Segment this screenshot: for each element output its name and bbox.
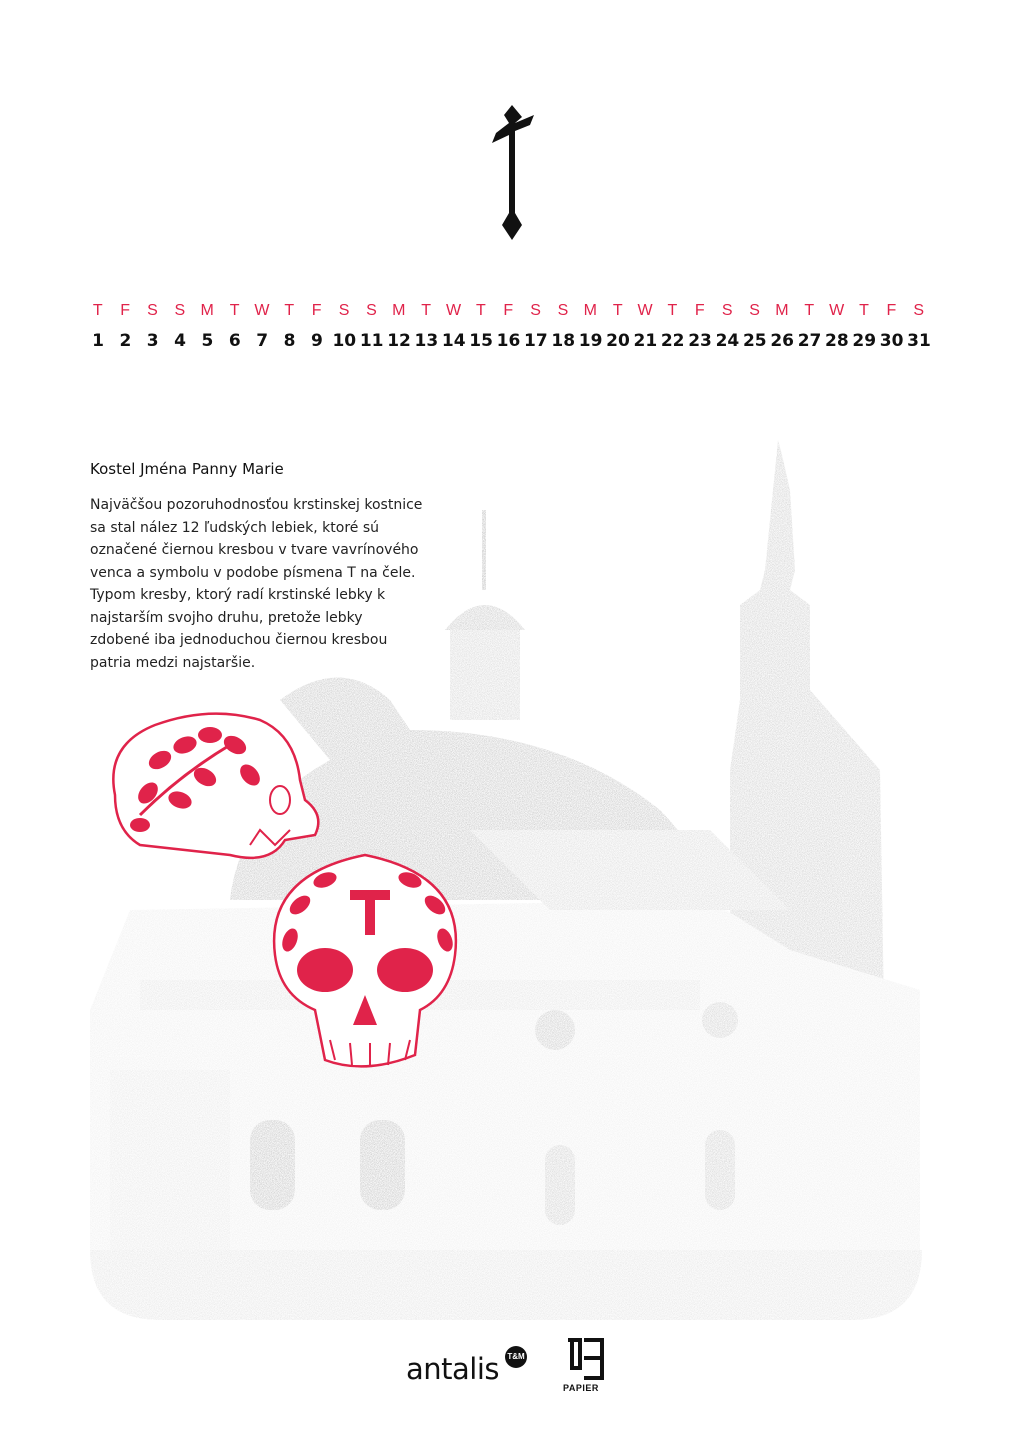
calendar-day <box>767 300 797 352</box>
calendar-day <box>411 300 441 352</box>
day-number: 14 <box>441 331 466 351</box>
weekday-letter: T <box>92 302 104 319</box>
day-number: 10 <box>332 331 357 351</box>
day-number: 24 <box>715 331 740 351</box>
day-number: 8 <box>283 331 296 351</box>
weekday-letter: M <box>775 302 790 319</box>
weekday-letter: T <box>284 302 295 319</box>
calendar-day <box>712 300 742 352</box>
day-number: 31 <box>907 331 931 351</box>
day-number: 7 <box>256 331 269 351</box>
weekday-letter: S <box>147 302 159 319</box>
calendar-day <box>466 300 496 352</box>
weekday-letter: T <box>475 302 487 319</box>
day-number: 4 <box>174 331 187 351</box>
day-number: 27 <box>797 331 822 351</box>
papier-logo-icon <box>566 1338 606 1386</box>
weekday-letter: S <box>557 302 569 319</box>
day-number: 16 <box>496 331 521 351</box>
calendar-day <box>138 300 168 352</box>
day-number: 29 <box>852 331 877 351</box>
weekday-letter: T <box>667 302 678 319</box>
weekday-letter: S <box>530 302 542 319</box>
day-number: 30 <box>879 331 904 351</box>
weekday-letter: T <box>804 302 815 319</box>
calendar-strip <box>0 300 1024 360</box>
day-number: 15 <box>469 331 493 351</box>
day-number: 22 <box>660 331 685 351</box>
calendar-day <box>849 300 879 352</box>
day-number: 13 <box>414 331 439 351</box>
day-number: 11 <box>359 331 384 351</box>
weekday-letter: W <box>637 302 654 319</box>
calendar-day <box>384 300 414 352</box>
calendar-day <box>83 300 113 352</box>
day-number: 5 <box>201 331 214 351</box>
article-body: Najväčšou pozoruhodnosťou krstinskej kostnice sa stal nález 12 ľudských lebiek, ktoré sú označené čiernou kresbou v tvare vavrínového venca a symbolu v podobe písmena T na čele. Typom kresby, ktorý radí krstinské lebky k najstarším svojho druhu, pretože lebky zdobené iba jednoduchou čiernou kresbou patria medzi najstaršie. <box>90 497 423 671</box>
calendar-day <box>795 300 825 352</box>
day-number: 25 <box>742 331 767 351</box>
calendar-day <box>329 300 359 352</box>
weekday-letter: W <box>445 302 462 319</box>
day-number: 21 <box>633 331 658 351</box>
blackletter-one-icon <box>482 95 542 245</box>
day-number: 26 <box>770 331 794 351</box>
weekday-letter: F <box>120 302 131 319</box>
calendar-day <box>110 300 140 352</box>
day-number: 20 <box>606 331 630 351</box>
calendar-day <box>357 300 387 352</box>
calendar-day <box>275 300 305 352</box>
weekday-letter: S <box>366 302 378 319</box>
papier-label: PAPIER <box>563 1383 599 1393</box>
weekday-letter: S <box>749 302 761 319</box>
article <box>90 460 425 674</box>
weekday-letter: F <box>694 302 706 319</box>
calendar-day <box>494 300 524 352</box>
day-number: 6 <box>228 331 241 351</box>
weekday-letter: S <box>174 302 186 319</box>
day-number: 3 <box>146 331 159 351</box>
weekday-letter: F <box>503 302 514 319</box>
weekday-letter: T <box>612 302 624 319</box>
day-number: 28 <box>825 331 849 351</box>
calendar-day <box>877 300 907 352</box>
weekday-letter: W <box>254 302 270 319</box>
article-title: Kostel Jména Panny Marie <box>90 460 284 478</box>
calendar-day <box>548 300 578 352</box>
weekday-letter: T <box>859 302 870 319</box>
weekday-letter: F <box>311 302 323 319</box>
calendar-day <box>302 300 332 352</box>
weekday-letter: S <box>721 302 733 319</box>
day-number: 18 <box>551 331 576 351</box>
calendar-day <box>603 300 633 352</box>
day-number: 23 <box>688 331 712 351</box>
calendar-day <box>521 300 551 352</box>
weekday-letter: W <box>829 302 845 319</box>
antalis-logo: antalis <box>406 1352 500 1386</box>
day-number: 1 <box>92 331 104 351</box>
calendar-day <box>658 300 688 352</box>
calendar-day <box>165 300 195 352</box>
calendar-day <box>685 300 715 352</box>
antalis-mark: T&M <box>505 1346 527 1368</box>
calendar-day <box>822 300 852 352</box>
weekday-letter: M <box>200 302 215 319</box>
day-number: 12 <box>387 331 411 351</box>
weekday-letter: M <box>392 302 406 319</box>
day-number: 9 <box>311 331 323 351</box>
day-number: 19 <box>578 331 603 351</box>
month-number <box>0 95 1024 249</box>
weekday-letter: S <box>913 302 925 319</box>
weekday-letter: M <box>583 302 598 319</box>
calendar-day <box>220 300 250 352</box>
calendar-day <box>904 300 934 352</box>
calendar-day <box>740 300 770 352</box>
calendar-day <box>247 300 277 352</box>
calendar-day <box>439 300 469 352</box>
skull-front-laurel-T-icon <box>255 845 475 1079</box>
weekday-letter: F <box>886 302 897 319</box>
day-number: 17 <box>524 331 548 351</box>
calendar-day <box>630 300 660 352</box>
calendar-day <box>576 300 606 352</box>
weekday-letter: T <box>229 302 240 319</box>
weekday-letter: T <box>421 302 432 319</box>
calendar-day <box>192 300 222 352</box>
weekday-letter: S <box>338 302 350 319</box>
day-number: 2 <box>119 331 132 351</box>
